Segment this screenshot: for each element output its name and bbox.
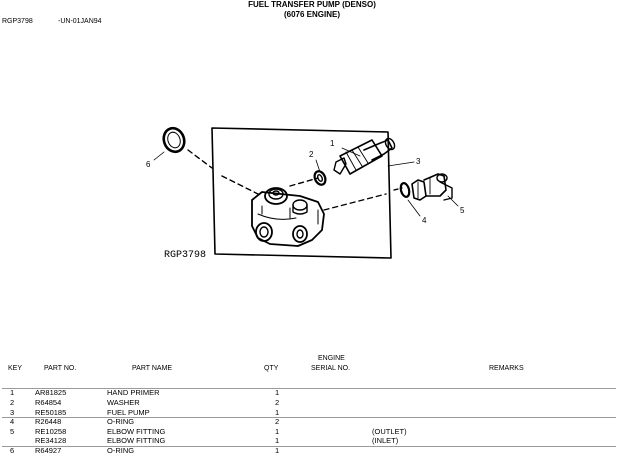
table-divider [2,417,616,418]
cell-key: 1 [10,388,15,397]
callout-6: 6 [146,160,151,169]
col-header-engine: ENGINE [318,355,345,362]
cell-part-name: HAND PRIMER [107,388,160,397]
cell-part-no: AR81825 [35,388,67,397]
o-ring-small-part [399,182,410,198]
cell-remarks: (INLET) [372,436,399,445]
cell-key: 5 [10,427,15,436]
cell-part-no: RE50185 [35,408,67,417]
cell-qty: 1 [275,446,280,455]
callout-2: 2 [309,150,314,159]
cell-remarks: (OUTLET) [372,427,407,436]
col-header-qty: QTY [264,365,279,372]
cell-qty: 1 [275,408,280,417]
callout-1: 1 [330,139,335,148]
callout-3: 3 [416,157,421,166]
cell-key: 4 [10,417,15,426]
cell-part-name: O-RING [107,446,135,455]
cell-qty: 2 [275,398,280,407]
figure-label: RGP3798 [164,250,207,261]
table-divider [2,388,616,389]
col-header-part-name: PART NAME [132,365,173,372]
cell-qty: 1 [275,427,280,436]
cell-key: 3 [10,408,15,417]
figure-ref-id: RGP3798 [2,18,33,25]
col-header-remarks: REMARKS [489,365,524,372]
cell-key: 6 [10,446,15,455]
cell-qty: 1 [275,388,280,397]
cell-part-name: WASHER [107,398,140,407]
cell-part-no: R64854 [35,398,62,407]
cell-part-no: R26448 [35,417,62,426]
cell-part-name: O-RING [107,417,135,426]
page-subtitle: (6076 ENGINE) [283,10,341,19]
figure-frame [212,128,391,258]
col-header-part-no: PART NO. [44,365,77,372]
cell-qty: 2 [275,417,280,426]
figure-ref-date: -UN-01JAN94 [58,18,102,25]
cell-part-no: R64927 [35,446,62,455]
cell-part-no: RE34128 [35,436,67,445]
callout-4: 4 [422,216,427,225]
table-divider [2,446,616,447]
elbow-fitting-part [412,174,452,200]
fuel-pump-body-part [252,188,324,246]
cell-part-no: RE10258 [35,427,67,436]
cell-qty: 1 [275,436,280,445]
col-header-serial-no: SERIAL NO. [311,365,351,372]
col-header-key: KEY [8,365,23,372]
callout-5: 5 [460,206,465,215]
o-ring-large-part [160,125,187,154]
cell-part-name: ELBOW FITTING [107,427,166,436]
page-title: FUEL TRANSFER PUMP (DENSO) [248,0,376,9]
cell-key: 2 [10,398,15,407]
cell-part-name: FUEL PUMP [107,408,150,417]
hand-primer-part [334,137,396,174]
cell-part-name: ELBOW FITTING [107,436,166,445]
